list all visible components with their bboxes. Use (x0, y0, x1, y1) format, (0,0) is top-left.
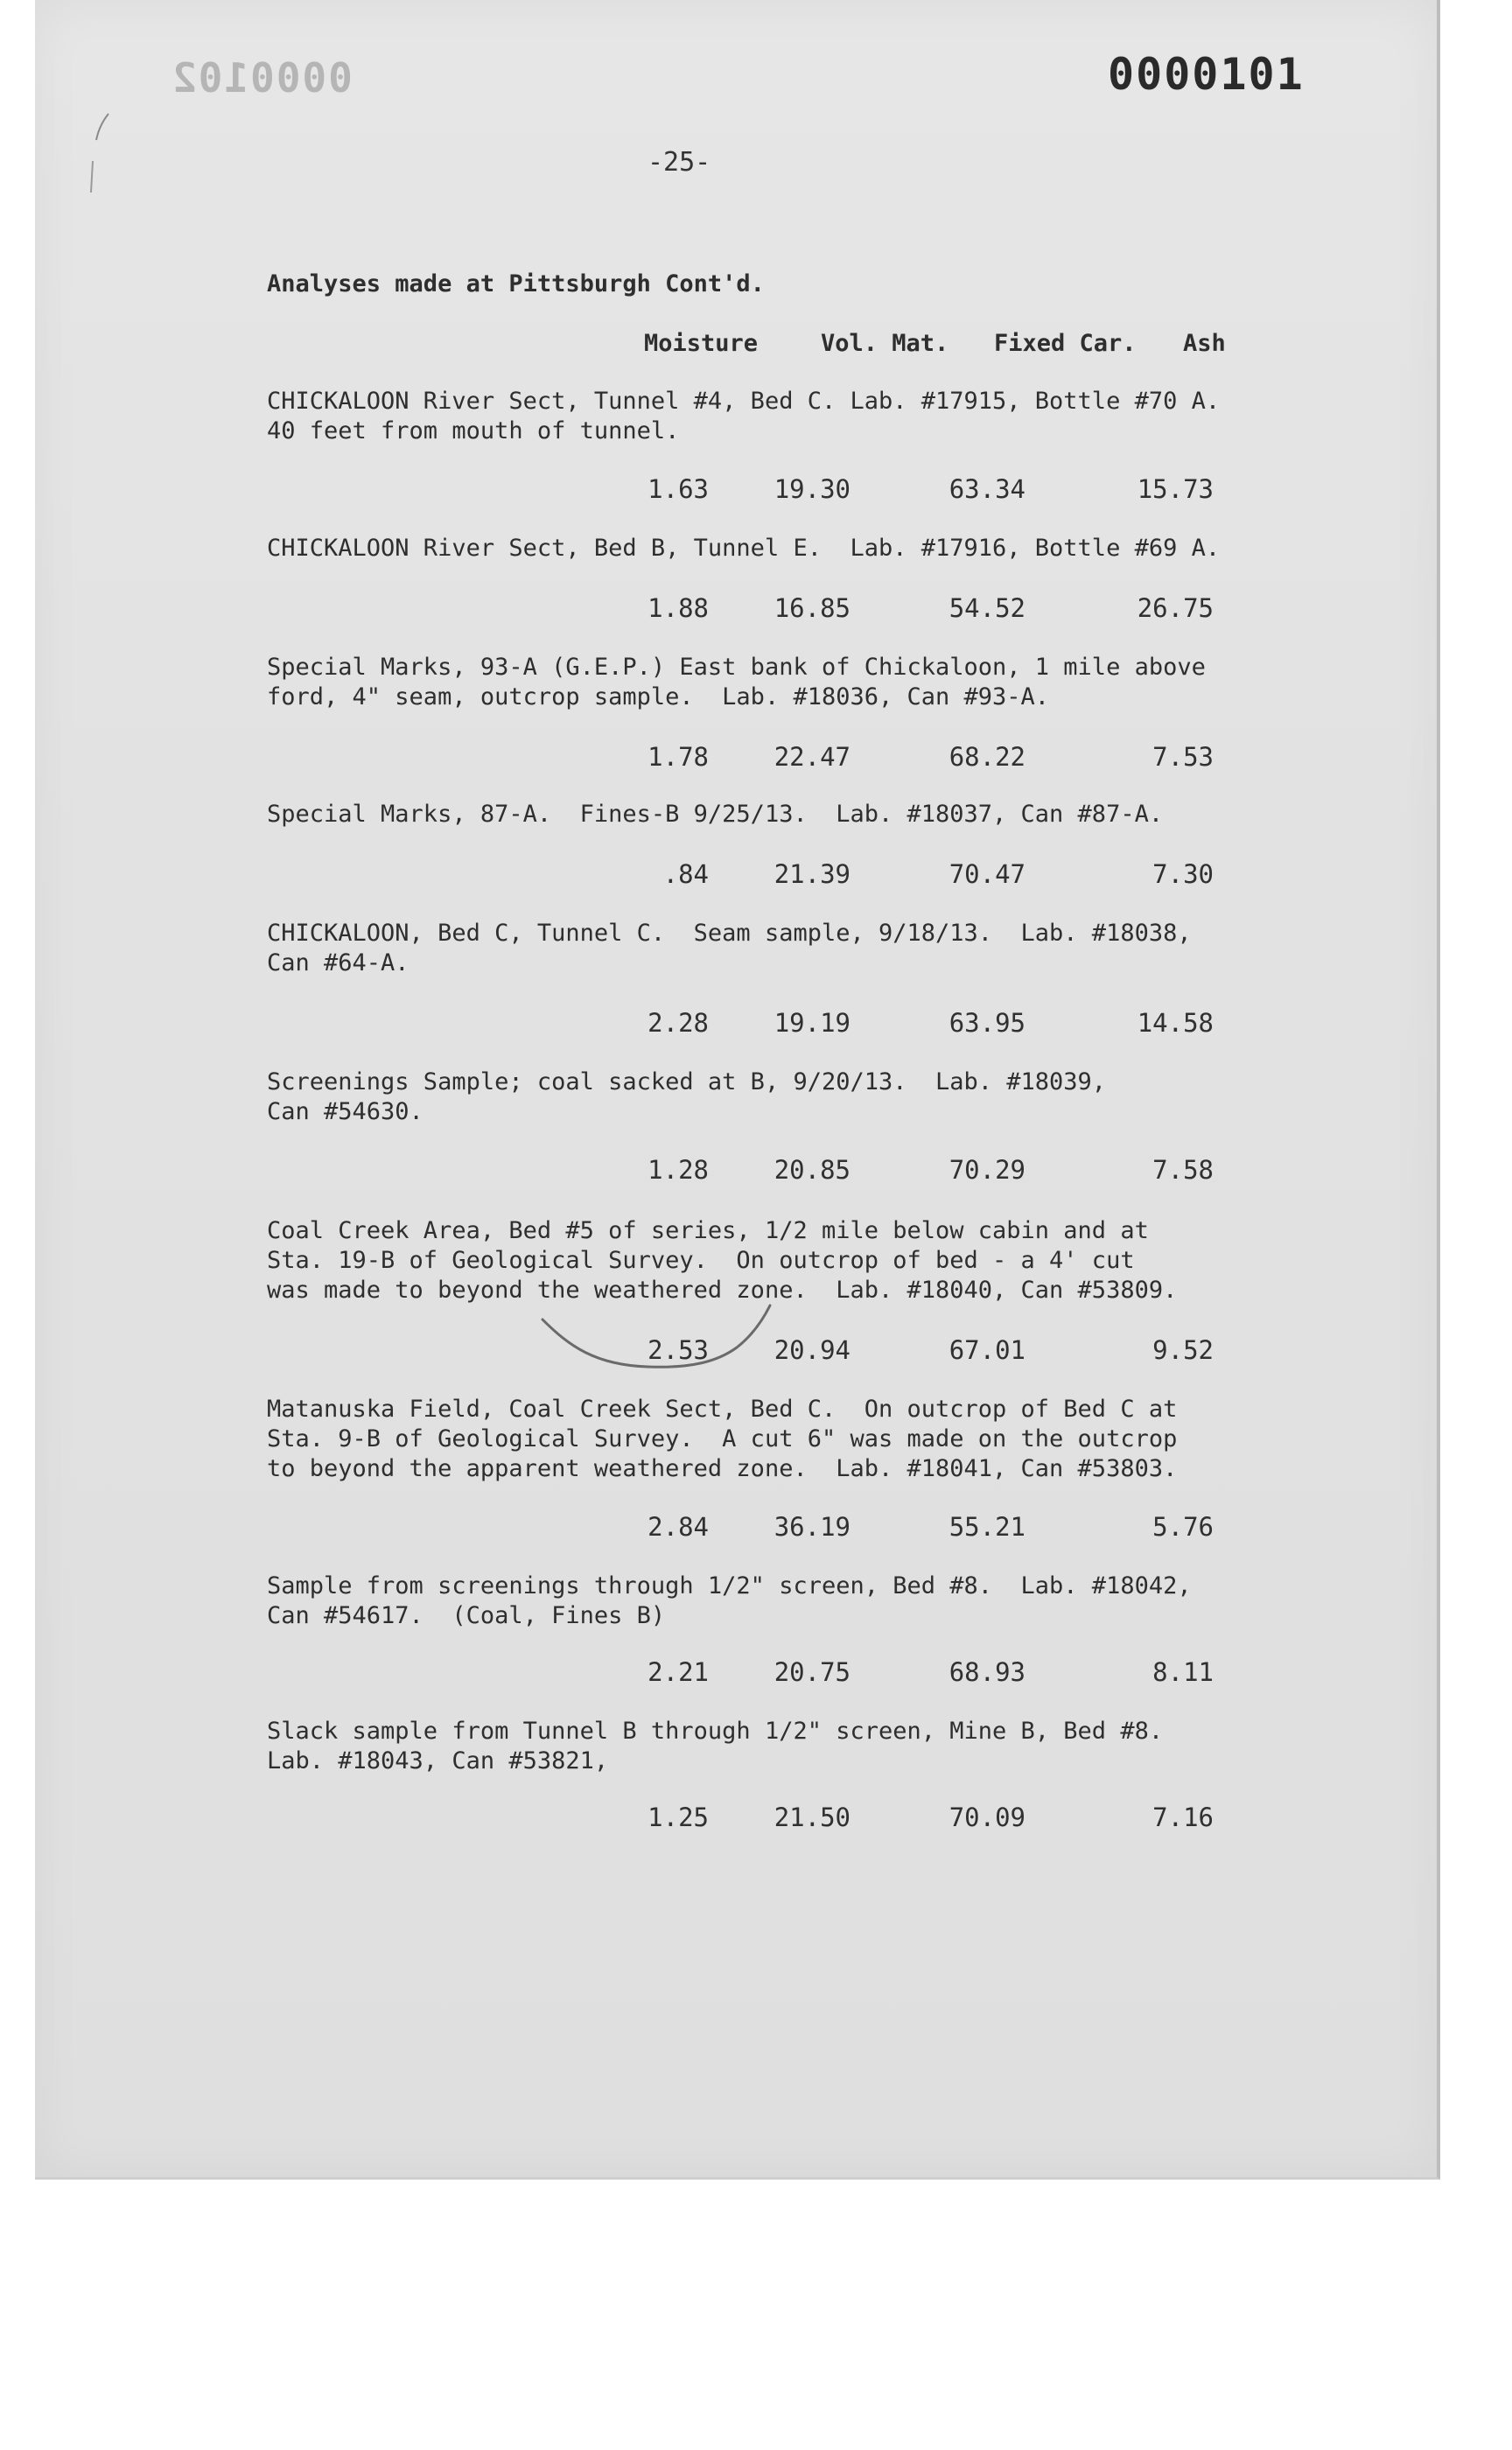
analysis-entry (267, 800, 1317, 830)
value-ash: 7.30 (1152, 859, 1214, 889)
value-moisture: 1.78 (648, 742, 709, 772)
column-header-ash: Ash (1183, 330, 1226, 357)
description-line: Special Marks, 93-A (G.E.P.) East bank of Chickaloon, 1 mile above (267, 654, 1206, 681)
value-ash: 14.58 (1137, 1008, 1214, 1038)
description-line: Can #64-A. (267, 949, 410, 976)
page-number: -25- (648, 147, 711, 178)
value-vol-mat: 19.19 (774, 1008, 850, 1038)
description-line: was made to beyond the weathered zone. Lab. #18040, Can #53809. (267, 1277, 1178, 1304)
value-moisture: 2.84 (648, 1512, 709, 1542)
entry-description (267, 387, 1317, 446)
value-ash: 7.58 (1152, 1155, 1214, 1185)
description-line: Special Marks, 87-A. Fines-B 9/25/13. Lab. #18037, Can #87-A. (267, 801, 1164, 828)
value-moisture: 1.88 (648, 593, 709, 623)
description-line: Slack sample from Tunnel B through 1/2" screen, Mine B, Bed #8. (267, 1718, 1164, 1745)
analysis-entry (267, 1395, 1317, 1484)
value-ash: 15.73 (1137, 474, 1214, 504)
value-vol-mat: 21.50 (774, 1802, 850, 1832)
value-fixed-car: 70.47 (948, 859, 1026, 889)
value-fixed-car: 70.29 (948, 1155, 1026, 1185)
margin-mark-icon (70, 105, 122, 201)
description-line: CHICKALOON, Bed C, Tunnel C. Seam sample, 9/18/13. Lab. #18038, (267, 920, 1192, 947)
analysis-entry (267, 1216, 1317, 1306)
entry-description (267, 800, 1317, 830)
value-ash: 9.52 (1152, 1335, 1214, 1365)
analysis-entry (267, 534, 1317, 564)
value-fixed-car: 63.34 (948, 474, 1026, 504)
value-moisture: 1.25 (648, 1802, 709, 1832)
column-header-fixed-car: Fixed Car. (994, 330, 1137, 357)
description-line: CHICKALOON River Sect, Bed B, Tunnel E. Lab. #17916, Bottle #69 A. (267, 535, 1221, 562)
analysis-entry (267, 1717, 1317, 1776)
value-ash: 26.75 (1137, 593, 1214, 623)
value-vol-mat: 21.39 (774, 859, 850, 889)
value-fixed-car: 68.22 (948, 742, 1026, 772)
analysis-entry (267, 1572, 1317, 1631)
entry-description (267, 1717, 1317, 1776)
analysis-entry (267, 653, 1317, 712)
entry-description (267, 1068, 1317, 1127)
document-heading: Analyses made at Pittsburgh Cont'd. (267, 270, 765, 298)
value-vol-mat: 20.75 (774, 1657, 850, 1687)
value-moisture: 2.21 (648, 1657, 709, 1687)
value-ash: 5.76 (1152, 1512, 1214, 1542)
description-line: Lab. #18043, Can #53821, (267, 1747, 609, 1774)
description-line: Coal Creek Area, Bed #5 of series, 1/2 mile below cabin and at (267, 1217, 1149, 1244)
value-fixed-car: 68.93 (948, 1657, 1026, 1687)
value-ash: 8.11 (1152, 1657, 1214, 1687)
description-line: Matanuska Field, Coal Creek Sect, Bed C. On outcrop of Bed C at (267, 1396, 1178, 1423)
value-moisture: 2.53 (648, 1335, 709, 1365)
entry-description (267, 1572, 1317, 1631)
value-ash: 7.53 (1152, 742, 1214, 772)
description-line: Can #54617. (Coal, Fines B) (267, 1602, 666, 1629)
value-fixed-car: 63.95 (948, 1008, 1026, 1038)
analysis-entry (267, 1068, 1317, 1127)
page-stamp: 0000101 (1108, 49, 1305, 100)
value-vol-mat: 22.47 (774, 742, 850, 772)
value-moisture: 2.28 (648, 1008, 709, 1038)
value-vol-mat: 20.85 (774, 1155, 850, 1185)
value-fixed-car: 54.52 (948, 593, 1026, 623)
column-header-vol-mat: Vol. Mat. (821, 330, 949, 357)
description-line: CHICKALOON River Sect, Tunnel #4, Bed C. Lab. #17915, Bottle #70 A. (267, 388, 1221, 415)
description-line: ford, 4" seam, outcrop sample. Lab. #18036, Can #93-A. (267, 683, 1050, 710)
value-vol-mat: 20.94 (774, 1335, 850, 1365)
description-line: Sta. 9-B of Geological Survey. A cut 6" was made on the outcrop (267, 1425, 1178, 1452)
description-line: Sample from screenings through 1/2" screen, Bed #8. Lab. #18042, (267, 1572, 1192, 1600)
entry-description (267, 534, 1317, 564)
value-moisture: 1.63 (648, 474, 709, 504)
entry-description (267, 653, 1317, 712)
value-vol-mat: 19.30 (774, 474, 850, 504)
description-line: Sta. 19-B of Geological Survey. On outcrop of bed - a 4' cut (267, 1247, 1135, 1274)
analysis-entry (267, 387, 1317, 446)
value-vol-mat: 36.19 (774, 1512, 850, 1542)
typed-page (35, 0, 1440, 2180)
entry-description (267, 1395, 1317, 1484)
description-line: 40 feet from mouth of tunnel. (267, 417, 680, 444)
value-fixed-car: 55.21 (948, 1512, 1026, 1542)
value-moisture: 1.28 (648, 1155, 709, 1185)
entry-description (267, 919, 1317, 978)
value-vol-mat: 16.85 (774, 593, 850, 623)
column-header-moisture: Moisture (644, 330, 759, 357)
description-line: Screenings Sample; coal sacked at B, 9/20/13. Lab. #18039, (267, 1068, 1107, 1096)
description-line: to beyond the apparent weathered zone. Lab. #18041, Can #53803. (267, 1455, 1178, 1482)
value-fixed-car: 67.01 (948, 1335, 1026, 1365)
entry-description (267, 1216, 1317, 1306)
description-line: Can #54630. (267, 1098, 424, 1125)
value-moisture: .84 (662, 859, 709, 889)
value-ash: 7.16 (1152, 1802, 1214, 1832)
analysis-entry (267, 919, 1317, 978)
faded-page-stamp: 0000102 (171, 54, 353, 102)
value-fixed-car: 70.09 (948, 1802, 1026, 1832)
